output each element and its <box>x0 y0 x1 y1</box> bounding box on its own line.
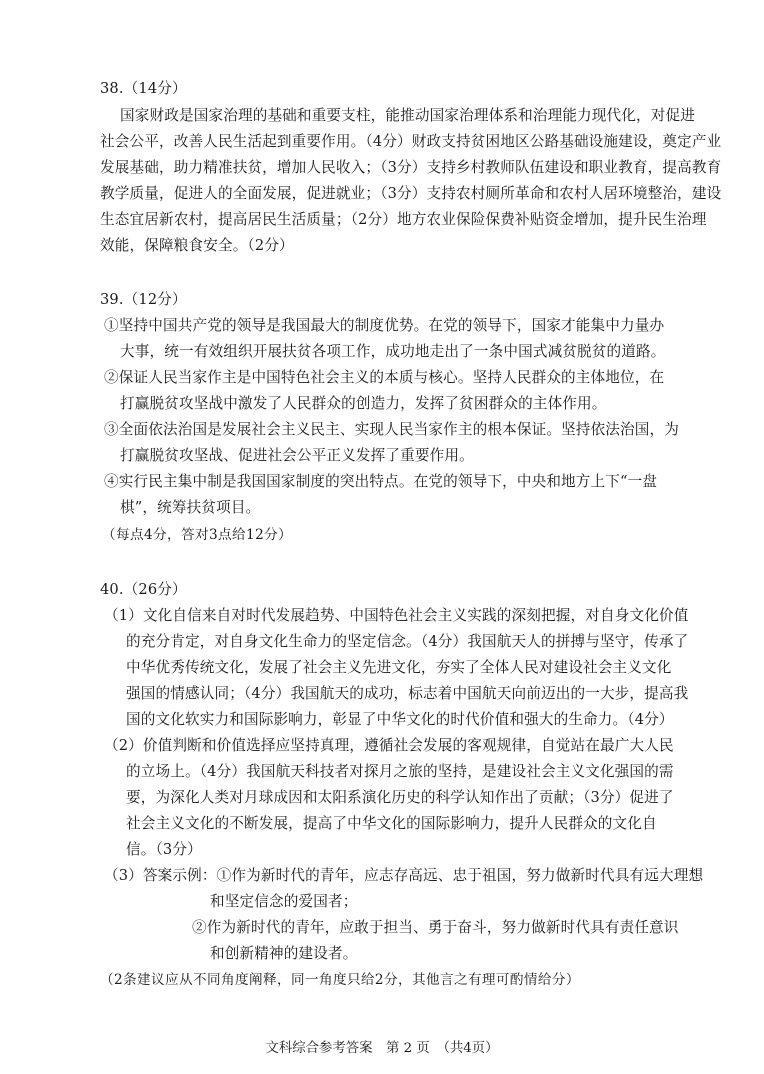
question-40-line: （3）答案示例：①作为新时代的青年，应志存高远、忠于祖国，努力做新时代具有远大理想 <box>104 867 704 884</box>
question-40-line: 中华优秀传统文化，发展了社会主义先进文化，夯实了全体人民对建设社会主义文化 <box>126 659 672 676</box>
page-footer: 文科综合参考答案 第 2 页 （共4页） <box>265 1041 499 1056</box>
question-40-scoring-note: （2条建议应从不同角度阐释，同一角度只给2分，其他言之有理可酌情给分） <box>100 972 580 988</box>
question-38-line: 教学质量，促进人的全面发展，促进就业；（3分）支持农村厕所革命和农村人居环境整治，建设 <box>100 185 722 202</box>
question-39-line: 棋”，统筹扶贫项目。 <box>120 499 261 516</box>
question-40-line: 和坚定信念的爱国者； <box>210 893 358 910</box>
question-40-line: （2）价值判断和价值选择应坚持真理，遵循社会发展的客观规律，自觉站在最广大人民 <box>104 737 674 754</box>
question-39-scoring-note: （每点4分，答对3点给12分） <box>102 527 293 543</box>
question-39-line: 大事，统一有效组织开展扶贫各项工作，成功地走出了一条中国式减贫脱贫的道路。 <box>120 343 666 360</box>
question-38-heading: 38.（14分） <box>100 80 187 97</box>
question-40-line: 和创新精神的建设者。 <box>210 945 358 962</box>
question-40-line: 国的文化软实力和国际影响力，彰显了中华文化的时代价值和强大的生命力。（4分） <box>126 711 674 728</box>
question-39-line: ④实行民主集中制是我国国家制度的突出特点。在党的领导下，中央和地方上下“一盘 <box>104 473 658 490</box>
question-40-line: 信。（3分） <box>126 841 202 858</box>
question-38-line: 生态宜居新农村，提高居民生活质量；（2分）地方农业保险保费补贴资金增加，提升民生治理 <box>100 211 707 228</box>
question-38-line: 社会公平，改善人民生活起到重要作用。（4分）财政支持贫困地区公路基础设施建设，奠定产业 <box>100 133 722 150</box>
question-39-line: ③全面依法治国是发展社会主义民主、实现人民当家作主的根本保证。坚持依法治国，为 <box>104 421 680 438</box>
question-40-line: 强国的情感认同；（4分）我国航天的成功，标志着中国航天向前迈出的一大步，提高我 <box>126 685 689 702</box>
question-39-line: ①坚持中国共产党的领导是我国最大的制度优势。在党的领导下，国家才能集中力量办 <box>104 317 665 334</box>
question-38-line: 发展基础，助力精准扶贫，增加人民收入；（3分）支持乡村教师队伍建设和职业教育，提高教育 <box>100 159 722 176</box>
question-38-line: 效能，保障粮食安全。（2分） <box>100 237 294 254</box>
question-39-line: ②保证人民当家作主是中国特色社会主义的本质与核心。坚持人民群众的主体地位，在 <box>104 369 665 386</box>
question-40-line: 要，为深化人类对月球成因和太阳系演化历史的科学认知作出了贡献；（3分）促进了 <box>126 789 674 806</box>
question-40-line: ②作为新时代的青年，应敢于担当、勇于奋斗，努力做新时代具有责任意识 <box>192 919 679 936</box>
question-40-line: 社会主义文化的不断发展，提高了中华文化的国际影响力，提升人民群众的文化自 <box>126 815 657 832</box>
question-40-line: 的充分肯定，对自身文化生命力的坚定信念。（4分）我国航天人的拼搏与坚守，传承了 <box>126 633 689 650</box>
question-39-heading: 39.（12分） <box>100 291 187 308</box>
question-40-line: 的立场上。（4分）我国航天科技者对探月之旅的坚持，是建设社会主义文化强国的需 <box>126 763 674 780</box>
question-40-heading: 40.（26分） <box>100 581 187 598</box>
question-39-line: 打赢脱贫攻坚战、促进社会公平正义发挥了重要作用。 <box>120 447 474 464</box>
question-40-line: （1）文化自信来自对时代发展趋势、中国特色社会主义实践的深刻把握，对自身文化价值 <box>104 607 689 624</box>
question-38-line: 国家财政是国家治理的基础和重要支柱，能推动国家治理体系和治理能力现代化，对促进 <box>120 107 696 124</box>
question-39-line: 打赢脱贫攻坚战中激发了人民群众的创造力，发挥了贫困群众的主体作用。 <box>120 395 607 412</box>
